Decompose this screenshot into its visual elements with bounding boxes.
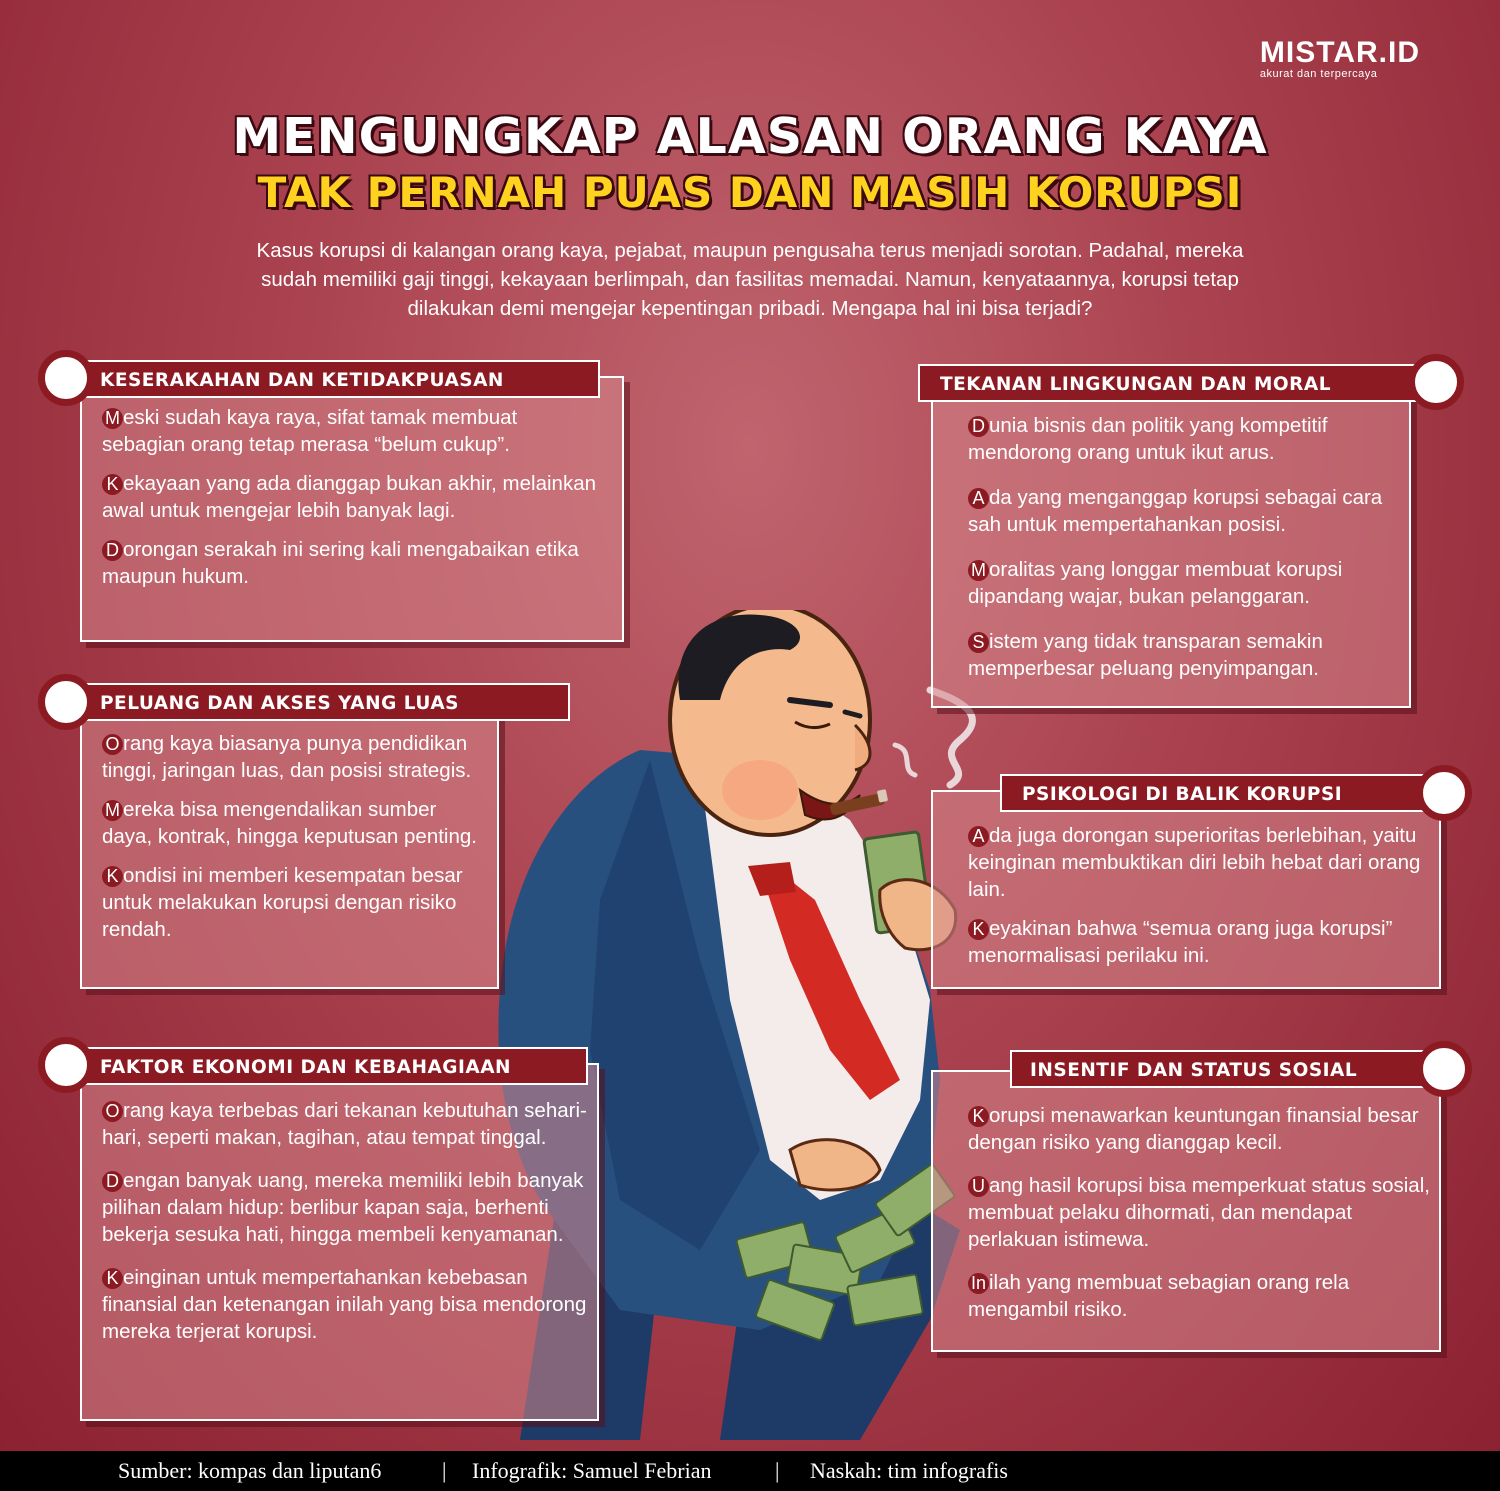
item-text: orongan serakah ini sering kali mengabaikan etika maupun hukum. (102, 538, 579, 588)
brand-tagline: akurat dan terpercaya (1259, 68, 1378, 80)
initial-badge: K (102, 866, 123, 887)
section-title-insentif: INSENTIF DAN STATUS SOSIAL (1010, 1050, 1448, 1088)
item-text: ilah yang membuat sebagian orang rela mengambil risiko. (968, 1271, 1350, 1321)
list-item (968, 628, 1398, 682)
list-item (968, 412, 1398, 466)
script-credit: Naskah: tim infografis (810, 1458, 1008, 1483)
section-title-tekanan: TEKANAN LINGKUNGAN DAN MORAL (918, 364, 1442, 402)
initial-badge: U (968, 1176, 989, 1197)
initial-badge: In (968, 1273, 989, 1294)
initial-badge: O (102, 1101, 123, 1122)
intro-line: Kasus korupsi di kalangan orang kaya, pejabat, maupun pengusaha terus menjadi sorotan. Padahal, mereka (256, 239, 1244, 262)
initial-badge: A (968, 826, 989, 847)
item-text: ondisi ini memberi kesempatan besar untuk melakukan korupsi dengan risiko rendah. (102, 864, 463, 941)
initial-badge: K (968, 919, 989, 940)
list-item (102, 536, 602, 590)
item-text: orupsi menawarkan keuntungan finansial besar dengan risiko yang dianggap kecil. (968, 1104, 1419, 1154)
list-item (968, 1172, 1433, 1253)
item-text: rang kaya terbebas dari tekanan kebutuhan sehari-hari, seperti makan, tagihan, atau tempat tinggal. (102, 1099, 587, 1149)
item-text: istem yang tidak transparan semakin memperbesar peluang penyimpangan. (968, 630, 1323, 680)
initial-badge: M (102, 800, 123, 821)
section-keserakahan (80, 376, 624, 642)
source-credit: Sumber: kompas dan liputan6 (118, 1458, 382, 1483)
list-item (102, 1167, 597, 1248)
item-text: rang kaya biasanya punya pendidikan tinggi, jaringan luas, dan posisi strategis. (102, 732, 472, 782)
initial-badge: K (102, 1268, 123, 1289)
list-item (102, 470, 602, 524)
list-item (968, 556, 1398, 610)
initial-badge: M (102, 408, 123, 429)
bullet-circle (38, 1037, 94, 1093)
item-text: ang hasil korupsi bisa memperkuat status sosial, membuat pelaku dihormati, dan mendapat perlakuan istimewa. (968, 1174, 1430, 1251)
list-item (102, 862, 492, 943)
item-text: einginan untuk mempertahankan kebebasan finansial dan ketenangan inilah yang bisa mendorong mereka terjerat korupsi. (102, 1266, 587, 1343)
initial-badge: K (968, 1106, 989, 1127)
bullet-circle (38, 350, 94, 406)
list-item (102, 796, 492, 850)
item-text: engan banyak uang, mereka memiliki lebih banyak pilihan dalam hidup: berlibur kapan saja, berhenti bekerja sesuka hati, hingga membeli kenyamanan. (102, 1169, 584, 1246)
list-item (968, 1269, 1433, 1323)
item-text: eski sudah kaya raya, sifat tamak membuat sebagian orang tetap merasa “belum cukup”. (102, 406, 518, 456)
item-text: ereka bisa mengendalikan sumber daya, kontrak, hingga keputusan penting. (102, 798, 477, 848)
initial-badge: O (102, 734, 123, 755)
intro-line: sudah memiliki gaji tinggi, kekayaan berlimpah, dan fasilitas memadai. Namun, kenyataannya, korupsi tetap (261, 268, 1239, 291)
bullet-circle (1408, 354, 1464, 410)
brand-logo (1260, 38, 1420, 80)
item-text: da yang menganggap korupsi sebagai cara sah untuk mempertahankan posisi. (968, 486, 1383, 536)
section-title-keserakahan: KESERAKAHAN DAN KETIDAKPUASAN (64, 360, 600, 398)
initial-badge: D (102, 540, 123, 561)
intro-line: dilakukan demi mengejar kepentingan pribadi. Mengapa hal ini bisa terjadi? (407, 297, 1093, 320)
list-item (968, 1102, 1433, 1156)
section-ekonomi (80, 1063, 599, 1421)
main-subtitle: TAK PERNAH PUAS DAN MASIH KORUPSI (257, 168, 1243, 217)
initial-badge: A (968, 488, 989, 509)
credits-bar (0, 1451, 1500, 1491)
list-item (968, 484, 1398, 538)
infographic-credit: Infografik: Samuel Febrian (472, 1458, 712, 1483)
bullet-circle (1416, 1041, 1472, 1097)
list-item (102, 1097, 597, 1151)
main-title: MENGUNGKAP ALASAN ORANG KAYA (232, 108, 1268, 165)
list-item (102, 730, 492, 784)
item-text: da juga dorongan superioritas berlebihan, yaitu keinginan membuktikan diri lebih hebat dari orang lain. (968, 824, 1421, 901)
bullet-circle (38, 674, 94, 730)
item-text: unia bisnis dan politik yang kompetitif mendorong orang untuk ikut arus. (968, 414, 1328, 464)
list-item (968, 822, 1433, 903)
section-tekanan (931, 380, 1411, 708)
section-insentif (931, 1070, 1441, 1352)
item-text: ekayaan yang ada dianggap bukan akhir, melainkan awal untuk mengejar lebih banyak lagi. (102, 472, 596, 522)
list-item (102, 404, 602, 458)
separator: | (775, 1458, 780, 1483)
list-item (102, 1264, 597, 1345)
bullet-circle (1416, 765, 1472, 821)
item-text: eyakinan bahwa “semua orang juga korupsi” menormalisasi perilaku ini. (968, 917, 1393, 967)
section-psikologi (931, 790, 1441, 989)
brand-name: MISTAR.ID (1259, 36, 1420, 69)
intro-paragraph (170, 236, 1330, 323)
section-title-ekonomi: FAKTOR EKONOMI DAN KEBAHAGIAAN (64, 1047, 588, 1085)
section-peluang (80, 698, 499, 989)
list-item (968, 915, 1433, 969)
section-title-psikologi: PSIKOLOGI DI BALIK KORUPSI (1000, 774, 1450, 812)
initial-badge: D (968, 416, 989, 437)
separator: | (442, 1458, 447, 1483)
initial-badge: K (102, 474, 123, 495)
initial-badge: S (968, 632, 989, 653)
section-title-peluang: PELUANG DAN AKSES YANG LUAS (64, 683, 570, 721)
item-text: oralitas yang longgar membuat korupsi dipandang wajar, bukan pelanggaran. (968, 558, 1343, 608)
initial-badge: M (968, 560, 989, 581)
initial-badge: D (102, 1171, 123, 1192)
